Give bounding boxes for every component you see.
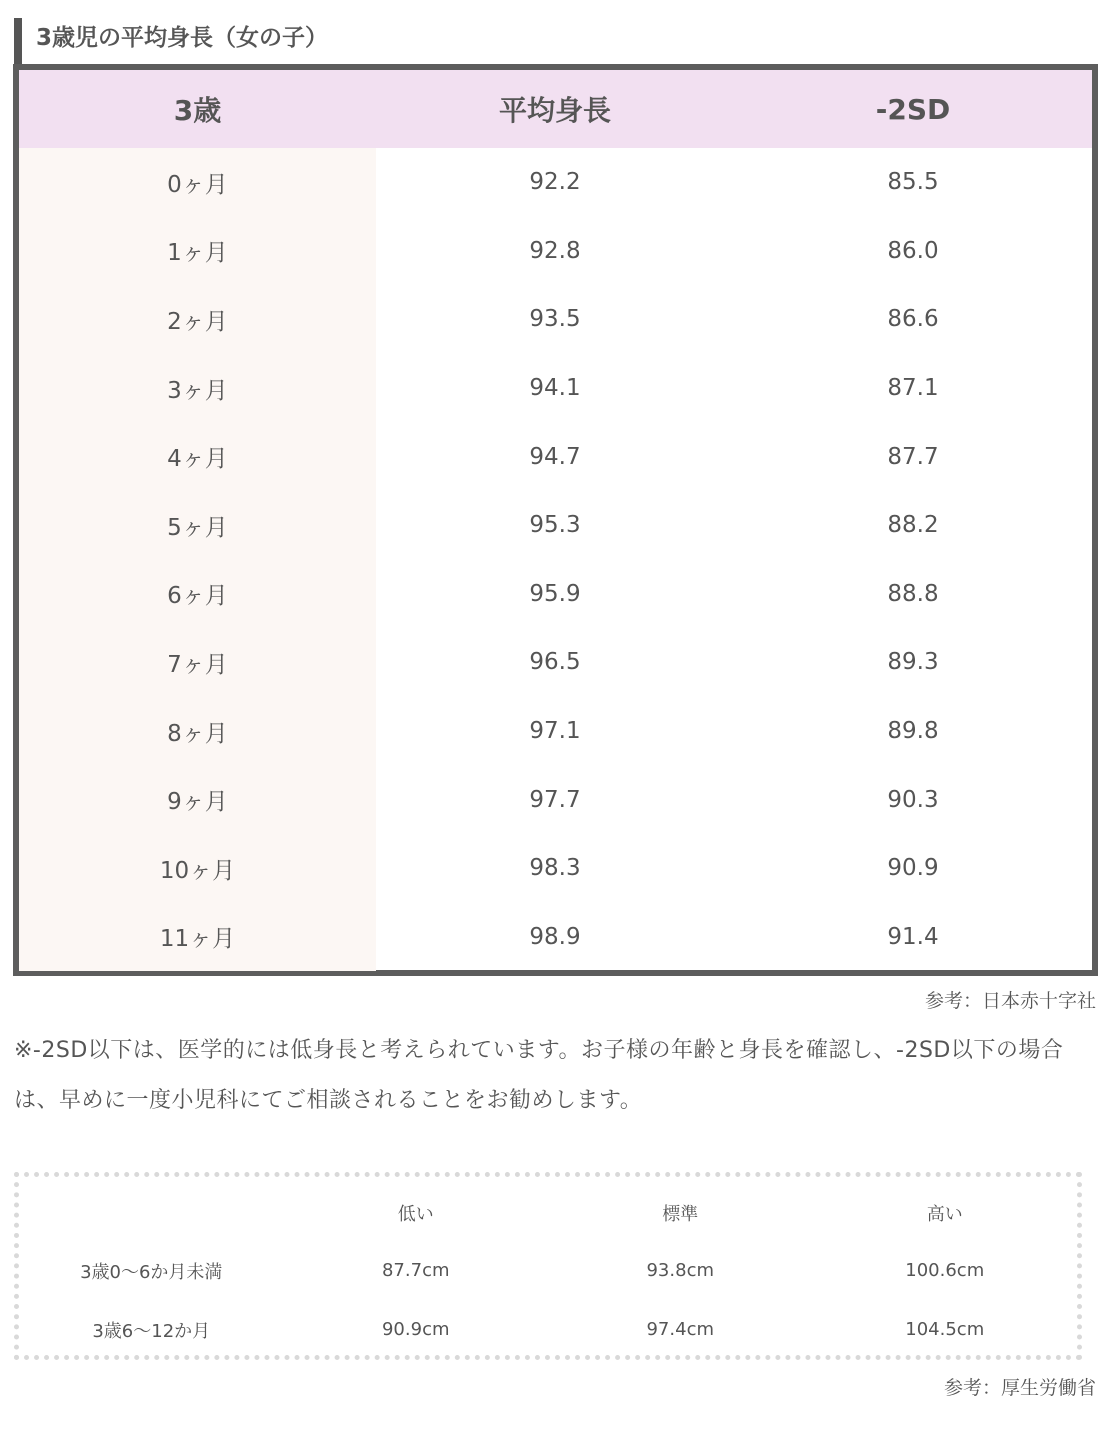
source-credit-red-cross: 参考：日本赤十字社 bbox=[924, 990, 1096, 1012]
comparison-header-low: 低い bbox=[397, 1204, 434, 1225]
minus-2sd-cell: 87.7 bbox=[887, 443, 939, 470]
age-cell: 11ヶ月 bbox=[19, 903, 376, 972]
average-height-cell: 95.3 bbox=[529, 512, 581, 539]
comparison-header-standard: 標準 bbox=[662, 1204, 699, 1225]
height-table-grid bbox=[19, 70, 1092, 971]
table-row bbox=[19, 765, 1092, 834]
minus-2sd-cell: 89.8 bbox=[887, 718, 939, 745]
table-row bbox=[19, 628, 1092, 697]
source-credit-mhlw: 参考：厚生労働省 bbox=[943, 1377, 1096, 1399]
comparison-header-blank bbox=[19, 1185, 284, 1241]
comparison-high-cell: 104.5cm bbox=[905, 1319, 985, 1340]
comparison-table bbox=[14, 1172, 1082, 1360]
table-row bbox=[19, 217, 1092, 286]
average-height-cell: 92.8 bbox=[529, 237, 581, 264]
minus-2sd-cell: 87.1 bbox=[887, 375, 939, 402]
section-heading: 3歳児の平均身長（女の子） bbox=[14, 18, 1098, 64]
table-row bbox=[19, 354, 1092, 423]
average-height-cell: 97.1 bbox=[529, 718, 581, 745]
minus-2sd-cell: 86.6 bbox=[887, 306, 939, 333]
average-height-cell: 94.1 bbox=[529, 375, 581, 402]
comparison-header-row bbox=[19, 1185, 1077, 1241]
average-height-cell: 96.5 bbox=[529, 649, 581, 676]
minus-2sd-cell: 88.2 bbox=[887, 512, 939, 539]
table-row bbox=[19, 903, 1092, 972]
age-cell: 2ヶ月 bbox=[19, 285, 376, 354]
comparison-row-label: 3歳0〜6か月未満 bbox=[80, 1261, 223, 1283]
table-row bbox=[19, 148, 1092, 217]
age-cell: 0ヶ月 bbox=[19, 148, 376, 217]
table-row bbox=[19, 560, 1092, 629]
table-row bbox=[19, 422, 1092, 491]
comparison-high-cell: 100.6cm bbox=[905, 1260, 985, 1281]
height-table bbox=[13, 64, 1098, 976]
minus-2sd-cell: 91.4 bbox=[887, 923, 939, 950]
minus-2sd-cell: 90.9 bbox=[887, 855, 939, 882]
table-row bbox=[19, 491, 1092, 560]
comparison-table-grid bbox=[19, 1185, 1077, 1359]
age-cell: 3ヶ月 bbox=[19, 354, 376, 423]
age-cell: 6ヶ月 bbox=[19, 560, 376, 629]
note-text: ※-2SD以下は、医学的には低身長と考えられています。お子様の年齢と身長を確認し、-2SD以下の場合は、早めに一度小児科にてご相談されることをお勧めします。 bbox=[14, 1038, 1064, 1113]
age-cell: 8ヶ月 bbox=[19, 697, 376, 766]
table-header-row bbox=[19, 70, 1092, 148]
comparison-standard-cell: 97.4cm bbox=[646, 1319, 714, 1340]
minus-2sd-cell: 85.5 bbox=[887, 169, 939, 196]
table-row bbox=[19, 285, 1092, 354]
table-row bbox=[19, 1300, 1077, 1359]
minus-2sd-cell: 86.0 bbox=[887, 237, 939, 264]
table-row bbox=[19, 834, 1092, 903]
comparison-header-high: 高い bbox=[926, 1204, 963, 1225]
comparison-low-cell: 87.7cm bbox=[381, 1260, 450, 1281]
average-height-cell: 95.9 bbox=[529, 580, 581, 607]
age-cell: 7ヶ月 bbox=[19, 628, 376, 697]
age-cell: 9ヶ月 bbox=[19, 765, 376, 834]
average-height-cell: 93.5 bbox=[529, 306, 581, 333]
comparison-low-cell: 90.9cm bbox=[381, 1319, 450, 1340]
minus-2sd-cell: 88.8 bbox=[887, 580, 939, 607]
comparison-standard-cell: 93.8cm bbox=[646, 1260, 714, 1281]
comparison-row-label: 3歳6〜12か月 bbox=[92, 1320, 211, 1342]
age-cell: 1ヶ月 bbox=[19, 217, 376, 286]
header-minus-2sd: -2SD bbox=[734, 70, 1092, 148]
age-cell: 5ヶ月 bbox=[19, 491, 376, 560]
header-age: 3歳 bbox=[19, 70, 376, 148]
average-height-cell: 94.7 bbox=[529, 443, 581, 470]
average-height-cell: 97.7 bbox=[529, 786, 581, 813]
minus-2sd-cell: 90.3 bbox=[887, 786, 939, 813]
average-height-cell: 98.9 bbox=[529, 923, 581, 950]
average-height-cell: 98.3 bbox=[529, 855, 581, 882]
table-row bbox=[19, 1241, 1077, 1300]
minus-2sd-cell: 89.3 bbox=[887, 649, 939, 676]
header-average-height: 平均身長 bbox=[376, 70, 734, 148]
age-cell: 4ヶ月 bbox=[19, 422, 376, 491]
average-height-cell: 92.2 bbox=[529, 169, 581, 196]
table-row bbox=[19, 697, 1092, 766]
age-cell: 10ヶ月 bbox=[19, 834, 376, 903]
